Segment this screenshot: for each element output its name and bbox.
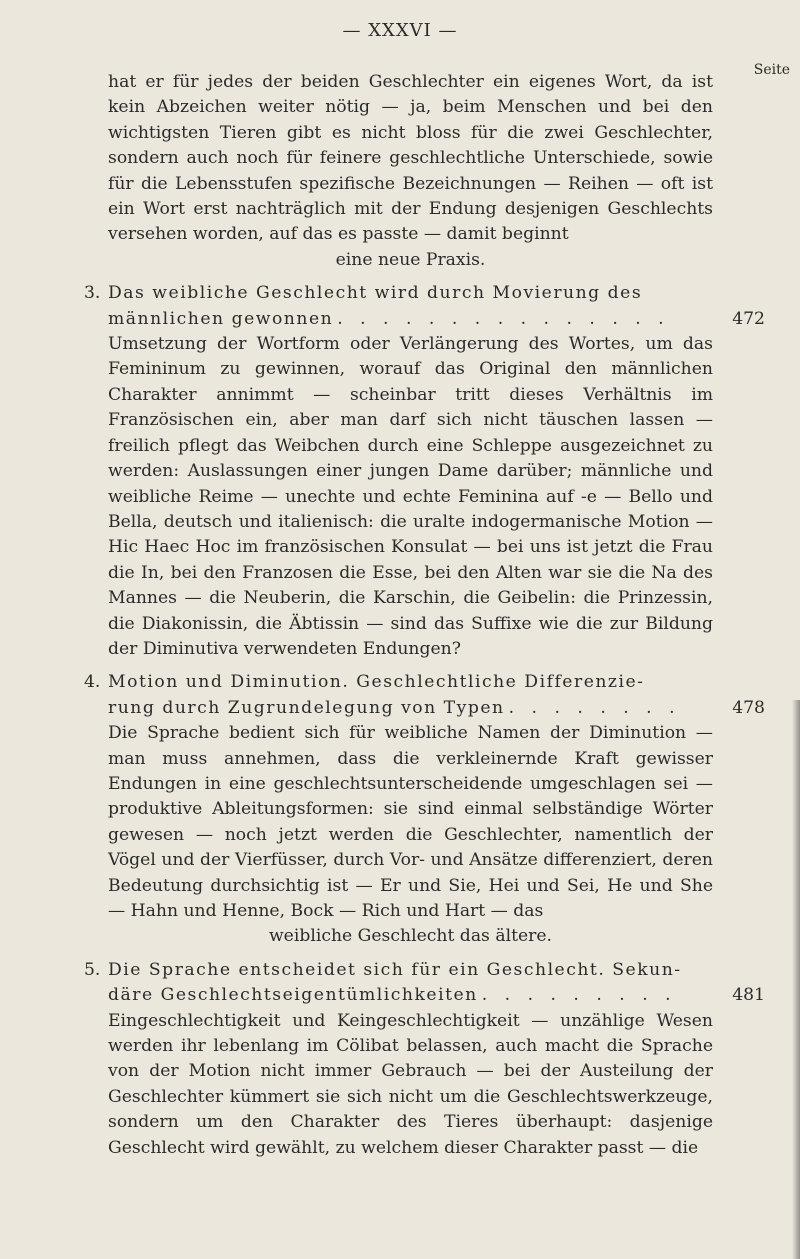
entry-title-last <box>108 983 765 1008</box>
dot-leader: . . . . . . . . . <box>481 985 677 1006</box>
toc-entry-5 <box>84 958 765 1161</box>
dot-leader: . . . . . . . . . . . . . . . <box>337 308 670 329</box>
dot-leader: . . . . . . . . <box>508 697 681 718</box>
continued-text-last-line: eine neue Praxis. <box>335 249 486 270</box>
entry-title-line: Das weibliche Geschlecht wird durch Movierung des <box>108 283 643 304</box>
entry-title-end: rung durch Zugrundelegung von Typen <box>108 697 505 718</box>
table-of-contents <box>84 70 765 1161</box>
entry-number: 4. <box>84 672 101 693</box>
entry-page-number: 481 <box>732 985 765 1006</box>
entry-title-line: Motion und Diminution. Geschlechtliche Differenzie- <box>108 672 645 693</box>
entry-summary: Umsetzung der Wortform oder Verlängerung des Wortes, um das Femininum zu gewinnen, worauf das Original den männlichen Charakter annimmt — scheinbar tritt dieses Verhältnis im Französischen ein, aber man darf sich nicht täuschen lassen — freilich pflegt das Weibchen durch eine Schleppe ausgezeichnet zu werden: Auslassungen einer jungen Dame darüber; männliche und weibliche Reime — unechte und echte Feminina auf -e — Bello und Bella, deutsch und italienisch: die uralte indogermanische Motion — Hic Haec Hoc im französischen Konsulat — bei uns ist jetzt die Frau die In, bei den Franzosen die Esse, bei den Alten war sie die Na des Mannes — die Neuberin, die Karschin, die Geibelin: die Prinzessin, die Diakonissin, die Äbtissin — sind das Suffixe wie die zur Bildung der Diminutiva verwendeten Endungen? <box>108 334 713 659</box>
entry-title-end: däre Geschlechtseigentümlichkeiten <box>108 985 478 1006</box>
entry-title-last <box>108 307 765 332</box>
continued-text: hat er für jedes der beiden Geschlechter ein eigenes Wort, da ist kein Abzeichen weiter nötig — ja, beim Menschen und bei den wichtigsten Tieren gibt es nicht bloss für die zwei Geschlechter, sondern auch noch für feinere geschlechtliche Unterschiede, sowie für die Lebensstufen spezifische Bezeichnungen — Reihen — oft ist ein Wort erst nachträglich mit der Endung desjenigen Geschlechts versehen worden, auf das es passte — damit beginnt <box>108 72 713 245</box>
entry-title-end: männlichen gewonnen <box>108 308 334 329</box>
entry-summary: Die Sprache bedient sich für weibliche Namen der Diminution — man muss annehmen, dass die verkleinernde Kraft gewisser Endungen in eine geschlechtsunterscheidende umgeschlagen sei — produktive Ableitungsformen: sie sind einmal selbständige Wörter gewesen — noch jetzt werden die Geschlechter, namentlich der Vögel und der Vierfüsser, durch Vor- und Ansätze differenziert, deren Bedeutung durchsichtig ist — Er und Sie, Hei und Sei, He und She — Hahn und Henne, Bock — Rich und Hart — das <box>108 723 713 921</box>
scan-shadow-edge <box>792 700 800 1259</box>
entry-summary-last-line: weibliche Geschlecht das ältere. <box>268 926 553 947</box>
toc-entry-3 <box>84 281 765 662</box>
entry-title-last <box>108 696 765 721</box>
entry-title-line: Die Sprache entscheidet sich für ein Geschlecht. Sekun- <box>108 959 682 980</box>
entry-number: 5. <box>84 959 101 980</box>
toc-entry-4 <box>84 670 765 949</box>
entry-page-number: 472 <box>732 308 765 329</box>
continued-paragraph <box>108 70 713 273</box>
page-numeral: — XXXVI — <box>342 20 458 41</box>
entry-number: 3. <box>84 283 101 304</box>
entry-summary: Eingeschlechtigkeit und Keingeschlechtigkeit — unzählige Wesen werden ihr lebenlang im Cölibat belassen, auch macht die Sprache von der Motion nicht immer Gebrauch — bei der Austeilung der Geschlechter kümmert sie sich nicht um die Geschlechtswerkzeuge, sondern um den Charakter des Tieres überhaupt: dasjenige Geschlecht wird gewählt, zu welchem dieser Charakter passt — die <box>108 1010 713 1158</box>
entry-page-number: 478 <box>732 697 765 718</box>
page-column-label: Seite <box>753 62 790 78</box>
